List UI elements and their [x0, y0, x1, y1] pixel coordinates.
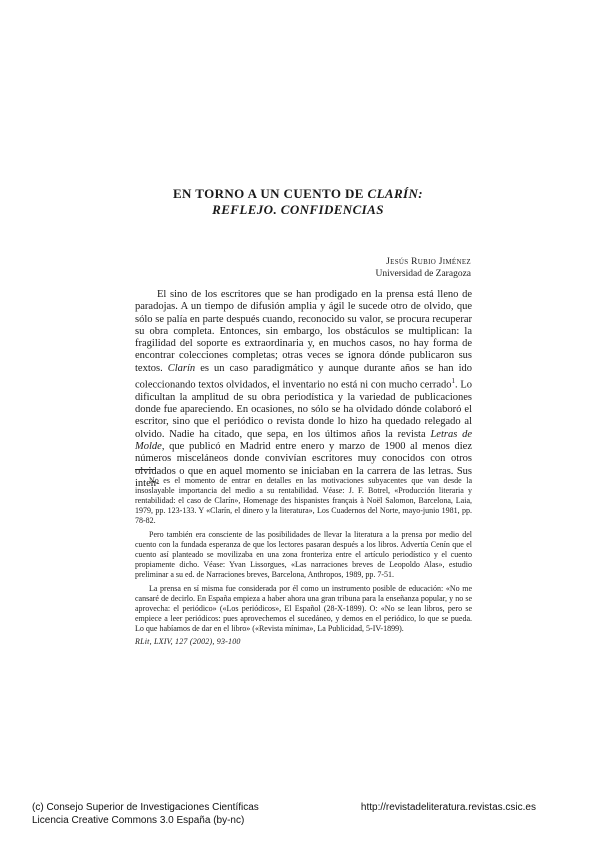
- title-line1-plain: EN TORNO A UN CUENTO DE: [172, 186, 368, 201]
- footer-license: Licencia Creative Commons 3.0 España (by-nc): [32, 815, 245, 826]
- title-line1-italic: CLARÍN:: [367, 186, 424, 201]
- body-clarin: Clarín: [167, 362, 196, 374]
- footnote-2: Pero también era consciente de las posibilidades de llevar la literatura a la prensa por medio del cuento con la fundada esperanza de que los lectores pasaran después a los libros. Advertía Cenín que el cuento así planteado se movilizaba en una zona fronteriza entre el artículo periodístico y el cuento propiamente dicho. Véase: Yvan Lissorgues, «Las narraciones breves de Leopoldo Alas», estudio preliminar a su ed. de Narraciones breves, Barcelona, Anthropos, 1989, pp. 7-51.: [135, 530, 472, 579]
- footer-url[interactable]: http://revistadeliteratura.revistas.csic.es: [360, 802, 536, 813]
- footer-left: [32, 801, 259, 827]
- footnotes: [135, 476, 472, 638]
- footnote-rule: [135, 469, 155, 470]
- footnote-reference: 1: [451, 377, 455, 386]
- body-text-b: es un caso paradigmático y aunque durante años se han ido coleccionando textos olvidados, el inventario no está ni con mucho cerrado: [135, 362, 472, 391]
- footnote-3: La prensa en sí misma fue considerada por él como un instrumento posible de educación: «No me cansaré de decirlo. En España empieza a haber ahora una gran tribuna para la enseñanza popular, y no se aprovecha: el periódico» («Los periódicos», El Español (28-X-1899). O: «No se lean libros, pero se empiece a leer periódicos: pues aprovechemos el sucedáneo, y demos en el periódico, lo que se pueda. Lo que habíamos de dar en el libro» («Revista mínima», La Publicidad, 5-IV-1899).: [135, 584, 472, 633]
- title-line2-italic: REFLEJO. CONFIDENCIAS: [212, 202, 384, 217]
- author-block: [260, 256, 471, 280]
- article-title: [120, 186, 476, 218]
- footer-copyright: (c) Consejo Superior de Investigaciones Científicas: [32, 802, 259, 813]
- author-name: Jesús Rubio Jiménez: [386, 257, 471, 267]
- body-paragraph: [135, 289, 472, 490]
- journal-reference: RLit, LXIV, 127 (2002), 93-100: [135, 637, 241, 646]
- author-affiliation: Universidad de Zaragoza: [375, 269, 471, 279]
- body-revista: Letras de Molde: [135, 428, 473, 453]
- footnote-1: No es el momento de entrar en detalles en las motivaciones subyacentes que van desde la insoslayable importancia del medio a su rentabilidad. Véase: J. F. Botrel, «Producción literaria y rentabilidad: el caso de Clarín», Homenage des hispanistes français à Noël Salomon, Barcelona, Laia, 1979, pp. 123-133. Y «Clarín, el dinero y la literatura», Los Cuadernos del Norte, mayo-junio 1981, pp. 78-82.: [135, 476, 472, 525]
- body-text-d: , que publicó en Madrid entre enero y marzo de 1900 al menos diez números misceláneos donde convivían escritores muy conocidos con otros olvidados o que en aquel momento se iniciaban en la carrera de las letras. Sus inten-: [135, 441, 472, 489]
- body-text-c: . Lo dificultan la amplitud de su obra periodística y la variedad de publicaciones donde fue apareciendo. En ocasiones, no sólo se ha olvidado dónde colaboró el escritor, sino que el periódico o revista donde lo hizo ha quedado relegado al olvido. Nadie ha citado, que sepa, en los últimos años la revista: [135, 379, 472, 440]
- body-text-a: El sino de los escritores que se han prodigado en la prensa está lleno de paradojas. A un tiempo de difusión amplia y ágil le sucede otro de olvido, que sólo se palía en parte después cuando, reconocido su valor, se procura recuperar su obra completa. Entonces, sin embargo, los obstáculos se multiplican: la fragilidad del soporte es extraordinaria y, en muchos casos, no hay forma de encontrar colecciones completas; otras veces se ignora dónde publicaron sus textos.: [135, 289, 472, 374]
